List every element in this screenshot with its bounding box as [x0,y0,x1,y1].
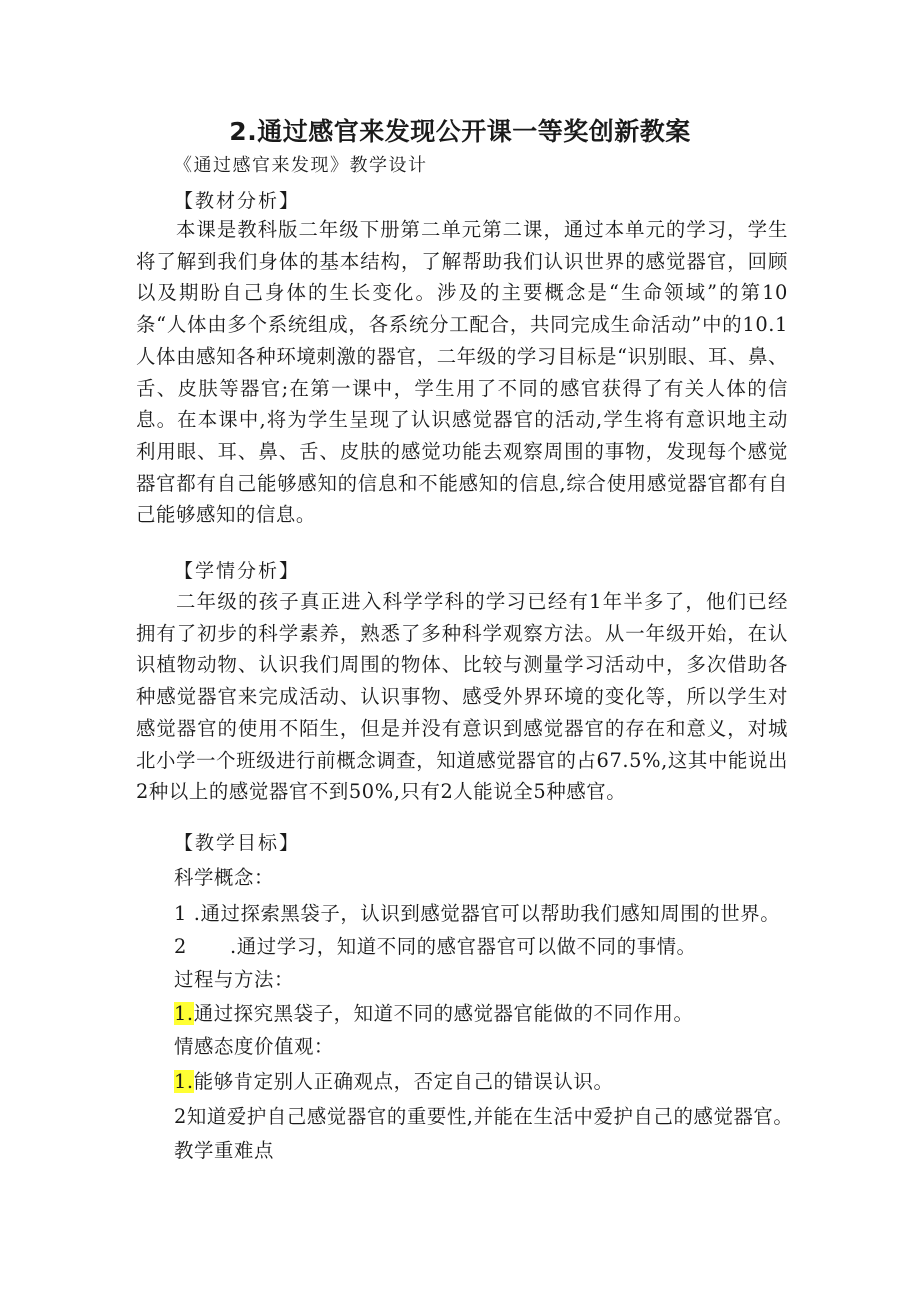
concept-item-1-number: 1 [174,902,187,925]
process-item-1 [174,998,693,1026]
concept-item-2-number: 2 [174,935,187,958]
attitude-item-2: 2知道爱护自己感觉器官的重要性,并能在生活中爱护自己的感觉器官。 [174,1105,794,1128]
process-item-1-number: 1. [174,1002,194,1025]
attitude-item-1-number: 1. [174,1070,194,1093]
student-analysis-paragraph: 二年级的孩子真正进入科学学科的学习已经有1年半多了，他们已经拥有了初步的科学素养，熟悉了多种科学观察方法。从一年级开始，在认识植物动物、认识我们周围的物体、比较与测量学习活动中，多次借助各种感觉器官来完成活动、认识事物、感受外界环境的变化等，所以学生对感觉器官的使用不陌生，但是并没有意识到感觉器官的存在和意义，对城北小学一个班级进行前概念调查，知道感觉器官的占67.5%,这其中能说出2种以上的感觉器官不到50%,只有2人能说全5种感官。 [136,590,788,804]
concept-item-2-text: .通过学习，知道不同的感官器官可以做不同的事情。 [230,935,697,958]
process-method-label: 过程与方法： [174,968,294,991]
process-item-1-text: 通过探究黑袋子，知道不同的感觉器官能做的不同作用。 [193,1002,694,1025]
concept-item-1 [174,898,780,926]
concept-item-1-text: .通过探索黑袋子，认识到感觉器官可以帮助我们感知周围的世界。 [193,902,781,925]
document-subtitle: 《通过感官来发现》教学设计 [174,155,428,176]
section-heading-teaching-objectives: 【教学目标】 [174,832,301,854]
section-heading-student-analysis: 【学情分析】 [174,560,301,582]
document-title: 2.通过感官来发现公开课一等奖创新教案 [229,117,691,146]
key-points-heading: 教学重难点 [174,1139,274,1162]
section-heading-textbook-analysis: 【教材分析】 [174,190,301,212]
concept-item-2 [174,931,697,959]
science-concept-label: 科学概念： [174,866,274,889]
textbook-analysis-paragraph: 本课是教科版二年级下册第二单元第二课，通过本单元的学习，学生将了解到我们身体的基本结构，了解帮助我们认识世界的感觉器官，回顾以及期盼自己身体的生长变化。涉及的主要概念是“生命领域”的第10条“人体由多个系统组成，各系统分工配合，共同完成生命活动”中的10.1人体由感知各种环境刺激的器官，二年级的学习目标是“识别眼、耳、鼻、舌、皮肤等器官;在第一课中，学生用了不同的感官获得了有关人体的信息。在本课中,将为学生呈现了认识感觉器官的活动,学生将有意识地主动利用眼、耳、鼻、舌、皮肤的感觉功能去观察周围的事物，发现每个感觉器官都有自己能够感知的信息和不能感知的信息,综合使用感觉器官都有自己能够感知的信息。 [136,218,788,527]
attitude-item-1 [174,1066,614,1094]
attitude-item-1-text: 能够肯定别人正确观点，否定自己的错误认识。 [193,1070,614,1093]
attitude-value-label: 情感态度价值观： [174,1035,334,1058]
